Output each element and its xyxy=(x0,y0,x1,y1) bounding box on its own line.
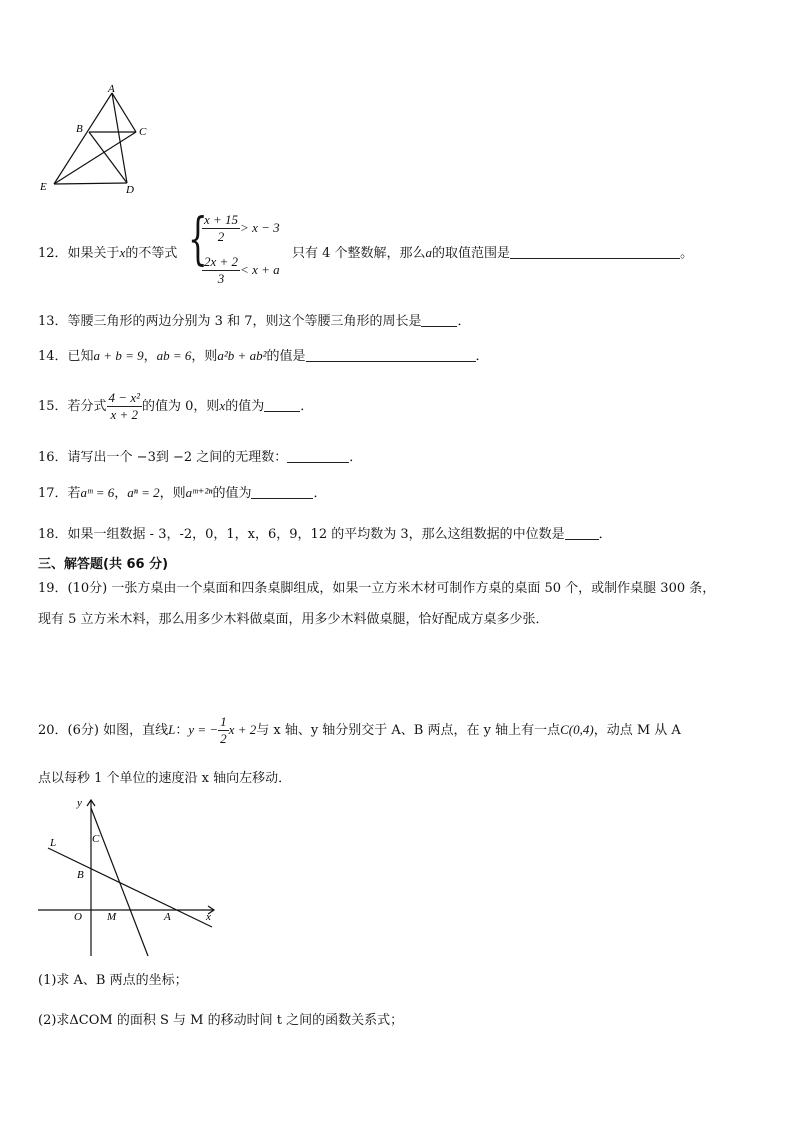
q17-cond2: aⁿ = 2 xyxy=(127,485,160,500)
q20-sub1: (1)求 A、B 两点的坐标； xyxy=(38,973,188,988)
q12-answer-blank[interactable] xyxy=(510,244,680,259)
label-c: C xyxy=(92,833,100,845)
q17-cond1: aᵐ = 6 xyxy=(80,485,115,500)
question-20: 20．(6分) 如图，直线L：y = − $\frac{1}{2}$ x + 2与 x 轴、y 轴分别交于 A、B 两点，在 y 轴上有一点C(0,4)，动点 M 从 A xyxy=(38,714,681,746)
q19-line2: 现有 5 立方米木料，那么用多少木料做桌面，用多少木料做桌腿，恰好配成方桌多少张． xyxy=(38,612,549,627)
q12-prefix: 12．如果关于 xyxy=(38,246,120,261)
question-14: 14．已知a + b = 9，ab = 6，则a²b + ab²的值是 ． xyxy=(38,348,489,364)
q15-fraction: $\frac{\text{4 − x²}}{x + 2}$ xyxy=(108,390,140,422)
q12-var-a: a xyxy=(425,245,433,260)
label-a: A xyxy=(164,911,171,923)
q12-var-x: x xyxy=(119,245,126,260)
q14-cond2: ab = 6 xyxy=(156,348,192,363)
segment-ae xyxy=(54,93,112,184)
q20-line2: 点以每秒 1 个单位的速度沿 x 轴向左移动． xyxy=(38,771,292,786)
question-15: 15．若分式 $\frac{\text{4 − x²}}{x + 2}$ 的值为 0，则x的值为 ． xyxy=(38,390,314,422)
q17-expr: aᵐ⁺²ⁿ xyxy=(185,485,213,500)
q12-inequality-1: $\frac{x + 15}{2}$ > x − 3 xyxy=(204,212,280,244)
q20-line-name: L xyxy=(168,722,176,737)
line-l xyxy=(48,848,212,927)
figure-coordinate-plane xyxy=(36,796,226,960)
label-l: L xyxy=(50,837,57,849)
question-17: 17．若aᵐ = 6，aⁿ = 2，则aᵐ⁺²ⁿ的值为 ． xyxy=(38,485,327,501)
label-a: A xyxy=(108,83,115,95)
q20-sub2: (2)求ΔCOM 的面积 S 与 M 的移动时间 t 之间的函数关系式； xyxy=(38,1013,404,1028)
label-e: E xyxy=(40,181,47,193)
section-3-title: 三、解答题(共 66 分) xyxy=(38,557,169,572)
label-x: x xyxy=(206,911,211,923)
label-m: M xyxy=(107,911,117,923)
q20-fraction: $\frac{1}{2}$ xyxy=(220,714,227,746)
label-o: O xyxy=(74,911,82,923)
label-d: D xyxy=(126,184,134,196)
question-18: 18．如果一组数据 - 3，-2，0，1，x，6，9，12 的平均数为 3，那么这组数据的中位数是 ． xyxy=(38,527,612,542)
q16-answer-blank[interactable] xyxy=(287,448,349,463)
segment-ed xyxy=(54,183,127,184)
q17-answer-blank[interactable] xyxy=(251,484,313,499)
figure-triangle-abcde xyxy=(36,80,156,200)
q19-line1: 19．(10分) 一张方桌由一个桌面和四条桌脚组成，如果一立方米木材可制作方桌的桌面 50 个，或制作桌腿 300 条， xyxy=(38,581,716,596)
label-b: B xyxy=(77,869,84,881)
question-19 xyxy=(38,580,715,629)
question-16: 16．请写出一个 −3到 −2 之间的无理数： ． xyxy=(38,450,363,465)
q14-expr: a²b + ab² xyxy=(217,348,267,363)
q12-after: 只有 4 个整数解，那么 xyxy=(292,246,426,261)
label-y: y xyxy=(77,797,82,809)
line-cm xyxy=(91,808,148,956)
label-b: B xyxy=(76,123,83,135)
question-13: 13．等腰三角形的两边分别为 3 和 7，则这个等腰三角形的周长是 ． xyxy=(38,314,471,329)
q12-brace: { xyxy=(188,207,208,272)
q12-inequality-2: $\frac{2x + 2}{3}$ < x + a xyxy=(204,254,280,286)
q20-point-c: C(0,4) xyxy=(560,722,594,737)
q18-answer-blank[interactable] xyxy=(565,525,599,540)
label-c: C xyxy=(139,126,147,138)
segment-ad xyxy=(112,93,127,183)
q15-answer-blank[interactable] xyxy=(264,397,300,412)
q12-mid: 的不等式 xyxy=(125,246,178,261)
q14-answer-blank[interactable] xyxy=(306,347,476,362)
q13-answer-blank[interactable] xyxy=(421,312,457,327)
q12-after2: 的取值范围是 xyxy=(432,246,511,261)
q14-cond1: a + b = 9 xyxy=(93,348,144,363)
